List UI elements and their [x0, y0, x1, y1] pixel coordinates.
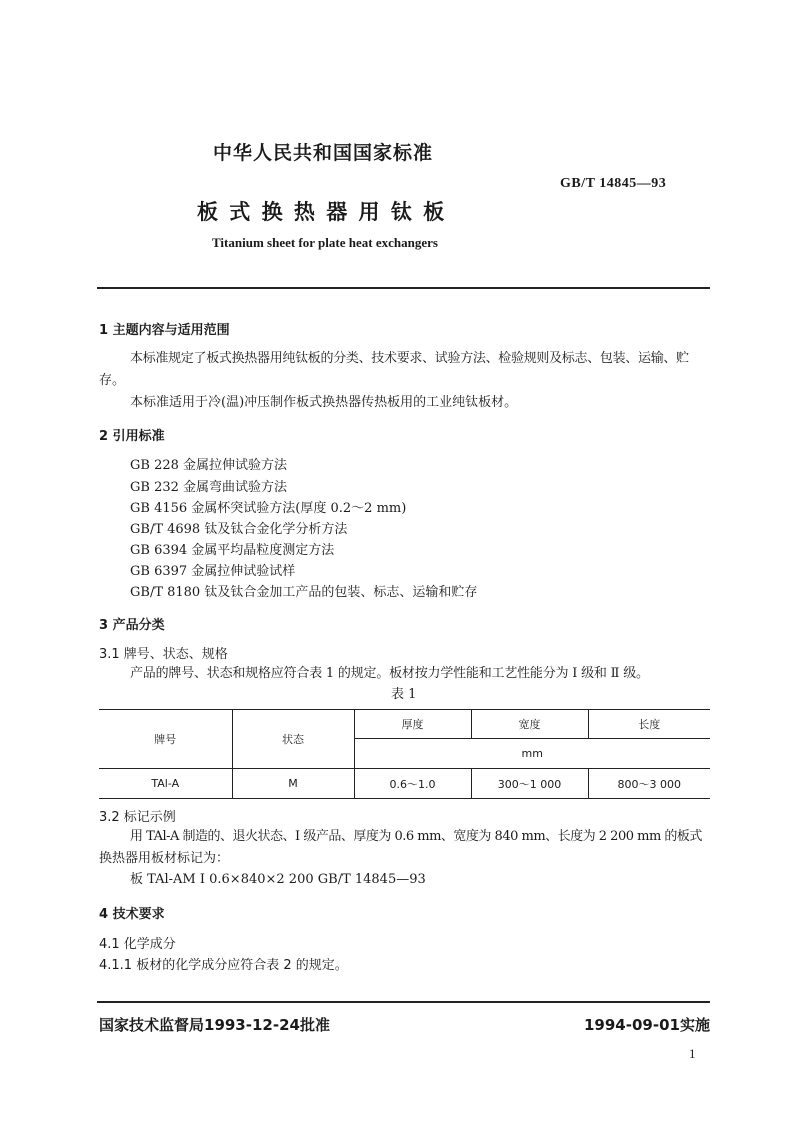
table-1 — [99, 709, 710, 799]
reference-item: GB/T 8180 钛及钛合金加工产品的包装、标志、运输和贮存 — [130, 585, 478, 600]
section-3-2-paragraph: 用 TAl-A 制造的、退火状态、Ⅰ 级产品、厚度为 0.6 mm、宽度为 840 mm、长度为 2 200 mm 的板式 — [130, 829, 702, 844]
table-unit: mm — [354, 739, 710, 769]
marking-example: 板 TAl-AM Ⅰ 0.6×840×2 200 GB/T 14845—93 — [130, 872, 426, 887]
section-1-paragraph-1-cont: 存。 — [99, 373, 126, 388]
section-4-1-1-text: 4.1.1 板材的化学成分应符合表 2 的规定。 — [99, 958, 348, 973]
table-cell-length: 800～3 000 — [588, 769, 710, 799]
reference-item: GB 6397 金属拉伸试验试样 — [130, 564, 296, 579]
reference-item: GB 4156 金属杯突试验方法(厚度 0.2～2 mm) — [130, 501, 407, 516]
table-header-thickness: 厚度 — [354, 710, 471, 739]
section-3-2-paragraph-cont: 换热器用板材标记为： — [99, 851, 230, 866]
section-4-1-heading: 4.1 化学成分 — [99, 937, 176, 952]
reference-item: GB 232 金属弯曲试验方法 — [130, 480, 288, 495]
table-cell-thickness: 0.6～1.0 — [354, 769, 471, 799]
page-number: 1 — [689, 1046, 696, 1061]
reference-item: GB 228 金属拉伸试验方法 — [130, 458, 288, 473]
table-header-length: 长度 — [588, 710, 710, 739]
table-header-state: 状态 — [232, 710, 354, 769]
section-1-heading: 1 主题内容与适用范围 — [99, 323, 230, 338]
section-4-heading: 4 技术要求 — [99, 907, 165, 922]
section-3-1-heading: 3.1 牌号、状态、规格 — [99, 647, 228, 662]
section-3-2-heading: 3.2 标记示例 — [99, 810, 176, 825]
section-3-heading: 3 产品分类 — [99, 618, 165, 633]
table-cell-state: M — [232, 769, 354, 799]
approval-line: 国家技术监督局1993-12-24批准 — [99, 1016, 330, 1034]
section-1-paragraph-2: 本标准适用于冷(温)冲压制作板式换热器传热板用的工业纯钛板材。 — [130, 395, 518, 410]
reference-item: GB/T 4698 钛及钛合金化学分析方法 — [130, 522, 348, 537]
section-3-1-paragraph: 产品的牌号、状态和规格应符合表 1 的规定。板材按力学性能和工艺性能分为 Ⅰ 级和 Ⅱ 级。 — [130, 666, 649, 681]
table-header-grade: 牌号 — [99, 710, 232, 769]
table-cell-grade: TAl-A — [99, 769, 232, 799]
footer-divider — [97, 1001, 710, 1003]
issuing-authority: 中华人民共和国国家标准 — [213, 142, 434, 164]
section-2-heading: 2 引用标准 — [99, 429, 165, 444]
standard-code: GB/T 14845—93 — [560, 176, 667, 191]
table-cell-width: 300～1 000 — [471, 769, 588, 799]
document-title: 板 式 换 热 器 用 钛 板 — [197, 200, 447, 224]
table-header-width: 宽度 — [471, 710, 588, 739]
document-title-english: Titanium sheet for plate heat exchangers — [212, 235, 438, 250]
header-divider — [97, 287, 710, 289]
reference-item: GB 6394 金属平均晶粒度测定方法 — [130, 543, 335, 558]
table-1-caption: 表 1 — [391, 687, 417, 702]
section-1-paragraph-1: 本标准规定了板式换热器用纯钛板的分类、技术要求、试验方法、检验规则及标志、包装、运输、贮 — [130, 351, 689, 366]
effective-date: 1994-09-01实施 — [584, 1016, 710, 1034]
